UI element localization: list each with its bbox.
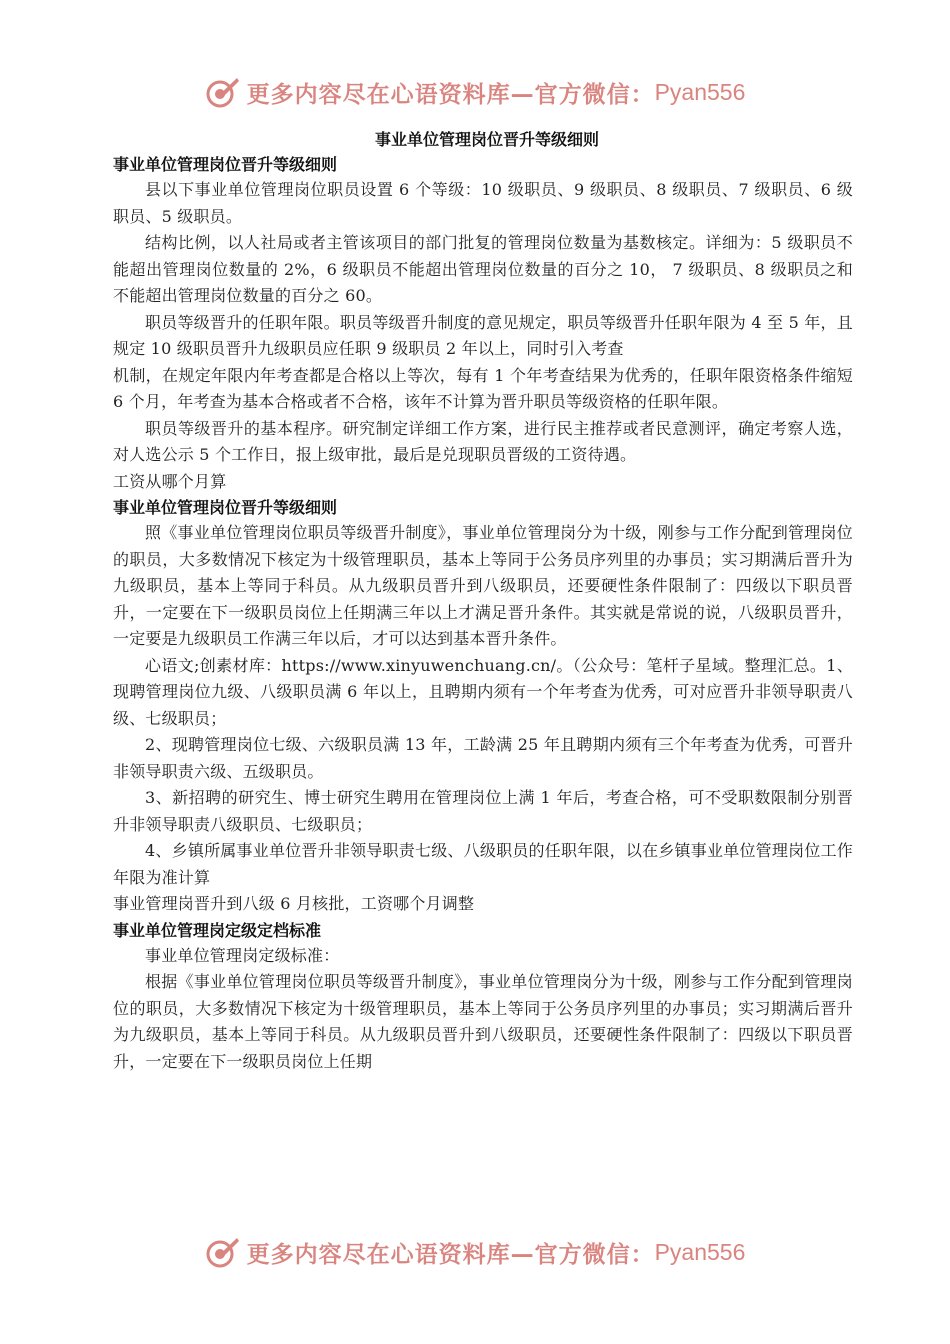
section-note: 工资从哪个月算 (113, 471, 227, 491)
quill-logo-icon (205, 1235, 241, 1269)
paragraph: 结构比例，以人社局或者主管该项目的部门批复的管理岗位数量为基数核定。详细为：5 级职员不能超出管理岗位数量的 2%，6 级职员不能超出管理岗位数量的百分之 10， 7 级职员、8 级职员之和不能超出管理岗位数量的百分之 60。 (113, 233, 853, 305)
section-heading: 事业单位管理岗位晋升等级细则 (113, 498, 338, 517)
paragraph: 3、新招聘的研究生、博士研究生聘用在管理岗位上满 1 年后，考查合格，可不受职数限制分别晋升非领导职责八级职员、七级职员； (113, 788, 853, 834)
paragraph: 根据《事业单位管理岗位职员等级晋升制度》，事业单位管理岗分为十级，刚参与工作分配到管理岗位的职员，大多数情况下核定为十级管理职员，基本上等同于公务员序列里的办事员；实习期满后晋升为九级职员，基本上等同于科员。从九级职员晋升到八级职员，还要硬性条件限制了：四级以下职员晋升，一定要在下一级职员岗位上任期 (113, 972, 853, 1071)
section-heading: 事业单位管理岗位晋升等级细则 (113, 155, 338, 174)
section-heading: 事业单位管理岗定级定档标准 (113, 920, 322, 940)
paragraph: 心语文;创素材库：https://www.xinyuwenchuang.cn/。（公众号：笔杆子星域。整理汇总。1、现聘管理岗位九级、八级职员满 6 年以上，且聘期内须有一个年考查为优秀，可对应晋升非领导职责八级、七级职员； (113, 655, 853, 728)
quill-logo-icon (205, 75, 241, 109)
paragraph: 职员等级晋升的基本程序。研究制定详细工作方案，进行民主推荐或者民意测评，确定考察人选，对人选公示 5 个工作日，报上级审批，最后是兑现职员晋级的工资待遇。 (113, 418, 853, 464)
watermark-wechat-id: Pyan556 (654, 1238, 746, 1265)
document-title: 事业单位管理岗位晋升等级细则 (374, 130, 599, 149)
footer-watermark-banner (0, 1232, 950, 1272)
paragraph: 机制，在规定年限内年考查都是合格以上等次，每有 1 个年考查结果为优秀的，任职年限资格条件缩短 6 个月，年考查为基本合格或者不合格，该年不计算为晋升职员等级资格的任职年限。 (113, 365, 853, 411)
document-body (113, 128, 853, 1075)
paragraph: 4、乡镇所属事业单位晋升非领导职责七级、八级职员的任职年限，以在乡镇事业单位管理岗位工作年限为准计算 (113, 841, 853, 887)
paragraph: 县以下事业单位管理岗位职员设置 6 个等级：10 级职员、9 级职员、8 级职员、7 级职员、6 级职员、5 级职员。 (113, 180, 853, 226)
watermark-text: 更多内容尽在心语资料库—官方微信： (246, 81, 655, 108)
watermark-text: 更多内容尽在心语资料库—官方微信： (246, 1241, 655, 1268)
paragraph: 照《事业单位管理岗位职员等级晋升制度》，事业单位管理岗分为十级，刚参与工作分配到管理岗位的职员，大多数情况下核定为十级管理职员，基本上等同于公务员序列里的办事员；实习期满后晋升为九级职员，基本上等同于科员。从九级职员晋升到八级职员，还要硬性条件限制了：四级以下职员晋升，一定要在下一级职员岗位上任期满三年以上才满足晋升条件。其实就是常说的说，八级职员晋升，一定要是九级职员工作满三年以后，才可以达到基本晋升条件。 (113, 523, 853, 648)
paragraph: 职员等级晋升的任职年限。职员等级晋升制度的意见规定，职员等级晋升任职年限为 4 至 5 年，且规定 10 级职员晋升九级职员应任职 9 级职员 2 年以上，同时引入考查 (113, 312, 853, 358)
paragraph: 事业单位管理岗定级标准： (145, 945, 340, 965)
section-note: 事业管理岗晋升到八级 6 月核批，工资哪个月调整 (113, 894, 475, 913)
paragraph: 2、现聘管理岗位七级、六级职员满 13 年，工龄满 25 年且聘期内须有三个年考查为优秀，可晋升非领导职责六级、五级职员。 (113, 735, 853, 781)
watermark-wechat-id: Pyan556 (654, 78, 746, 105)
header-watermark-banner (0, 72, 950, 112)
